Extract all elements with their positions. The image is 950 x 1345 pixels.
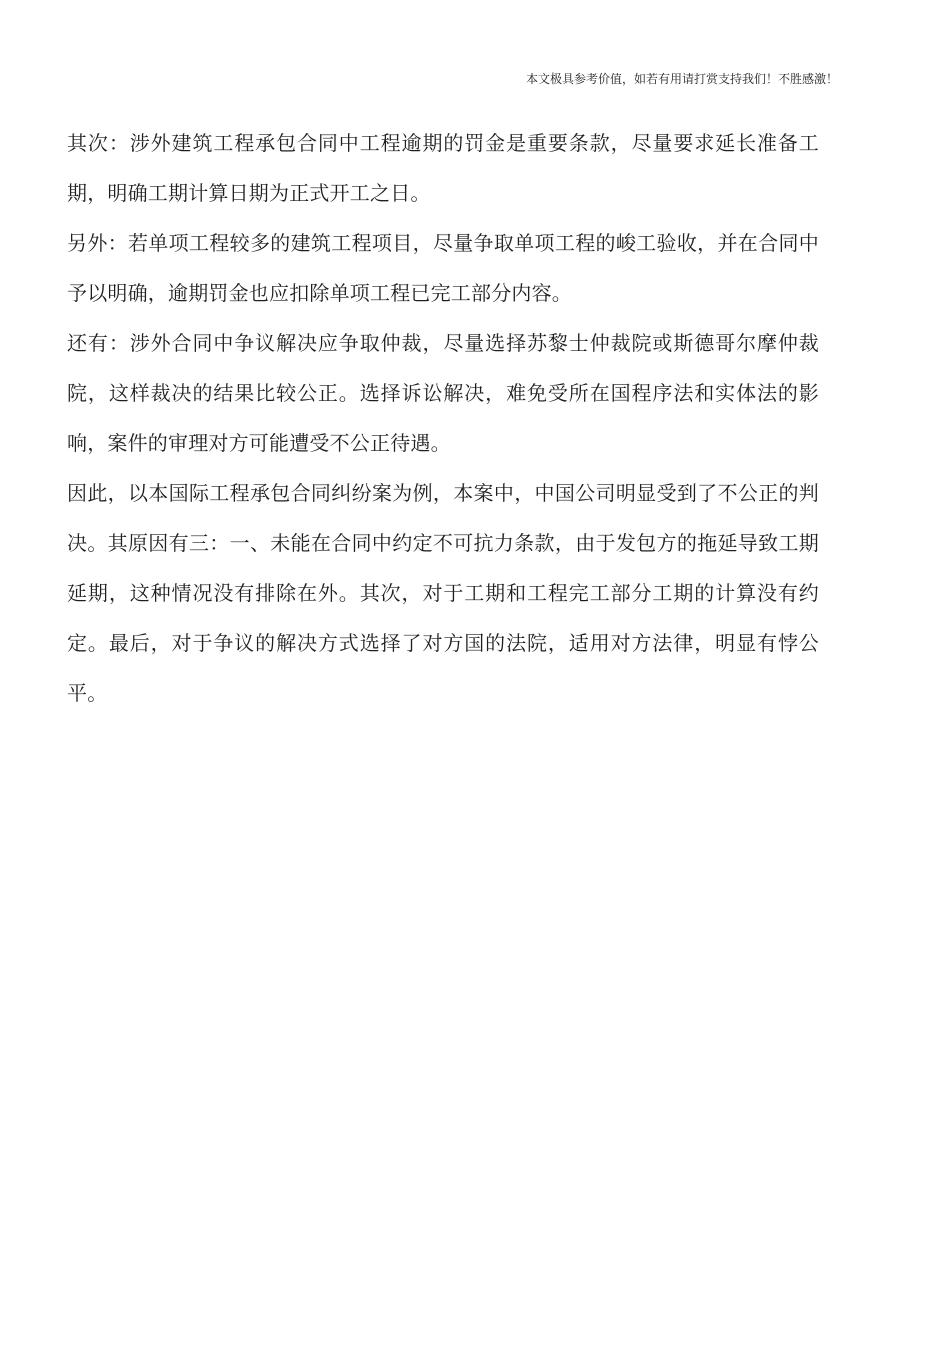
header-note: 本文极具参考价值，如若有用请打赏支持我们！不胜感激！ bbox=[525, 72, 838, 86]
document-body bbox=[67, 118, 819, 718]
paragraph-3: 还有：涉外合同中争议解决应争取仲裁，尽量选择苏黎士仲裁院或斯德哥尔摩仲裁院，这样裁决的结果比较公正。选择诉讼解决，难免受所在国程序法和实体法的影响，案件的审理对方可能遭受不公正待遇。 bbox=[67, 331, 819, 455]
paragraph-4: 因此，以本国际工程承包合同纠纷案为例，本案中，中国公司明显受到了不公正的判决。其原因有三：一、未能在合同中约定不可抗力条款，由于发包方的拖延导致工期延期，这种情况没有排除在外。其次，对于工期和工程完工部分工期的计算没有约定。最后，对于争议的解决方式选择了对方国的法院，适用对方法律，明显有悖公平。 bbox=[67, 481, 819, 705]
paragraph-2: 另外：若单项工程较多的建筑工程项目，尽量争取单项工程的峻工验收，并在合同中予以明确，逾期罚金也应扣除单项工程已完工部分内容。 bbox=[67, 231, 819, 305]
paragraph-1: 其次：涉外建筑工程承包合同中工程逾期的罚金是重要条款，尽量要求延长准备工期，明确工期计算日期为正式开工之日。 bbox=[67, 131, 819, 205]
